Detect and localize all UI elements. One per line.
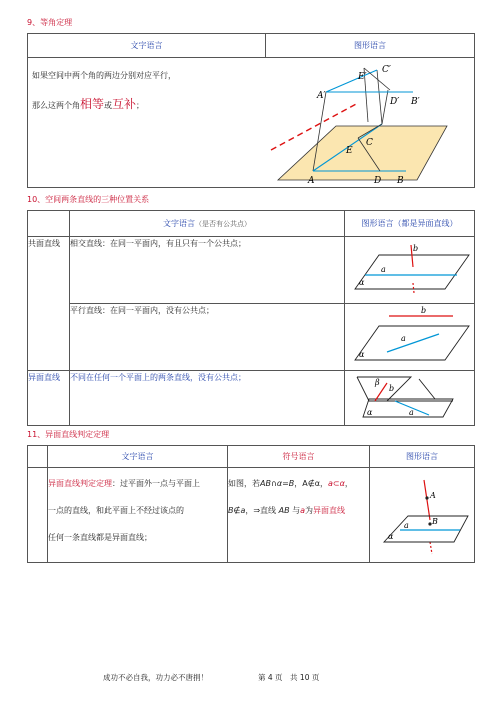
s11-symbol-line1 — [228, 470, 369, 497]
s11-symbol-cell — [228, 468, 370, 563]
s10-header-text — [70, 211, 345, 237]
s11-header-text — [48, 446, 228, 468]
s9-or-word: 或 — [104, 101, 113, 110]
label-e: E — [346, 146, 353, 156]
s11-header-symbol — [228, 446, 370, 468]
s11-s2-with: 与 — [292, 506, 301, 515]
s11-s1-mid: ，A∉α， — [294, 479, 328, 488]
section11-table — [27, 445, 475, 563]
s10-header-note: （是否有公共点） — [195, 220, 251, 228]
s11-theorem-line1 — [48, 470, 227, 497]
s11-header-figure-label: 图形语言 — [406, 452, 438, 461]
s10-header-figure — [345, 211, 475, 237]
s10-intersect-text: 相交直线：在同一平面内，有且只有一个公共点； — [70, 239, 246, 248]
s10-parallel-cell — [70, 304, 345, 371]
s11-theorem-line3: 任何一条直线都是异面直线； — [48, 533, 152, 542]
s10-intersect-diagram — [345, 237, 475, 301]
s11-theorem-cell — [48, 468, 228, 563]
section10-table — [27, 210, 475, 426]
s10-skew-def-text: 不同在任何一个平面上的两条直线，没有公共点； — [70, 373, 246, 382]
s10-skew-label-beta: β — [375, 378, 380, 387]
s11-label-alpha: α — [388, 532, 394, 541]
s10-skew-label: 异面直线 — [28, 373, 60, 382]
label-e-prime: E′ — [358, 72, 367, 82]
s11-figure-cell — [370, 468, 475, 563]
s9-equal-angle-diagram — [28, 58, 473, 188]
label-c-prime: C′ — [382, 65, 391, 75]
s10-parallel-text: 平行直线：在同一平面内，没有公共点； — [70, 306, 214, 315]
label-a-prime: A′ — [317, 91, 326, 101]
s10-skew-def-cell — [70, 371, 345, 426]
footer-page-number: 第 4 页 共 10 页 — [258, 673, 320, 682]
s11-s1-sub: a⊂α — [328, 479, 345, 488]
s10-skew-label-a: a — [409, 408, 414, 417]
s11-label-A: A — [430, 491, 436, 500]
s11-label-B: B — [432, 517, 438, 526]
s10-skew-diagram — [345, 371, 475, 423]
s10-par-label-b: b — [421, 306, 427, 315]
s11-header-blank — [28, 446, 48, 468]
section10-title: 10、空间两条直线的三种位置关系 — [27, 195, 150, 204]
s11-s1-end: ， — [344, 479, 353, 488]
footer-motto: 成功不必自我，功力必不唐捐！ — [103, 673, 208, 682]
s11-s2-ab: AB — [278, 506, 290, 515]
s10-header-blank — [28, 211, 70, 237]
s11-skew-theorem-diagram — [370, 468, 475, 560]
s11-label-a: a — [404, 521, 409, 530]
s10-intersect-figure-cell — [345, 237, 475, 304]
s11-theorem-head: 异面直线判定定理 — [48, 479, 112, 488]
s10-par-label-a: a — [401, 334, 406, 343]
s10-int-label-a: a — [381, 265, 386, 274]
s10-int-label-alpha: α — [359, 278, 365, 287]
s9-supplement-word: 互补 — [112, 97, 137, 111]
s11-s2-is: 为 — [305, 506, 314, 515]
s11-side-cell — [28, 468, 48, 563]
s10-coplanar-cell — [28, 237, 70, 371]
s11-s2-skew: 异面直线 — [313, 506, 346, 515]
s10-skew-figure-cell — [345, 371, 475, 426]
label-d-prime: D′ — [390, 97, 400, 107]
s9-text-line1: 如果空间中两个角的两边分别对应平行， — [32, 71, 176, 80]
section11-title: 11、异面直线判定定理 — [27, 430, 110, 439]
label-c: C — [366, 138, 373, 148]
s10-parallel-diagram — [345, 304, 475, 368]
s11-header-text-label: 文字语言 — [121, 452, 154, 461]
s10-header-figure-label: 图形语言（都是异面直线） — [361, 219, 458, 228]
label-a: A — [308, 176, 315, 186]
s11-theorem-l1: ：过平面外一点与平面上 — [112, 479, 200, 488]
section9-title: 9、等角定理 — [27, 18, 73, 27]
s11-s2-a: a — [300, 506, 306, 515]
s10-int-label-b: b — [413, 244, 419, 253]
label-d: D — [374, 176, 382, 186]
s9-equal-word: 相等 — [80, 97, 105, 111]
s10-parallel-figure-cell — [345, 304, 475, 371]
s11-s1-eq: AB∩α=B — [260, 479, 295, 488]
label-b-prime: B′ — [411, 97, 420, 107]
s11-header-figure — [370, 446, 475, 468]
s9-header-figure — [266, 34, 475, 58]
section9-table — [27, 33, 475, 188]
label-b: B — [397, 176, 404, 186]
s9-header-text-label: 文字语言 — [130, 41, 163, 50]
s10-skew-label-b: b — [389, 384, 395, 393]
s11-s1-pre: 如图，若 — [228, 479, 260, 488]
s11-s2-pre: B∉a — [228, 506, 246, 515]
s11-theorem-line2: 一点的直线，和此平面上不经过该点的 — [48, 506, 184, 515]
s11-s2-mid: ，⇒直线 — [245, 506, 277, 515]
s10-intersect-cell — [70, 237, 345, 304]
s9-header-figure-label: 图形语言 — [354, 41, 386, 50]
s9-line2-pre: 那么这两个角 — [32, 101, 80, 110]
s9-content-cell — [28, 58, 475, 188]
s10-par-label-alpha: α — [359, 350, 365, 359]
s9-header-text — [28, 34, 266, 58]
s10-header-text-label: 文字语言 — [163, 219, 195, 228]
s10-skew-cell — [28, 371, 70, 426]
s10-skew-label-alpha: α — [367, 408, 373, 417]
s11-header-symbol-label: 符号语言 — [282, 452, 315, 461]
s10-coplanar-label: 共面直线 — [28, 239, 60, 248]
s9-line2-end: ； — [136, 101, 145, 110]
s11-symbol-line2 — [228, 497, 369, 524]
